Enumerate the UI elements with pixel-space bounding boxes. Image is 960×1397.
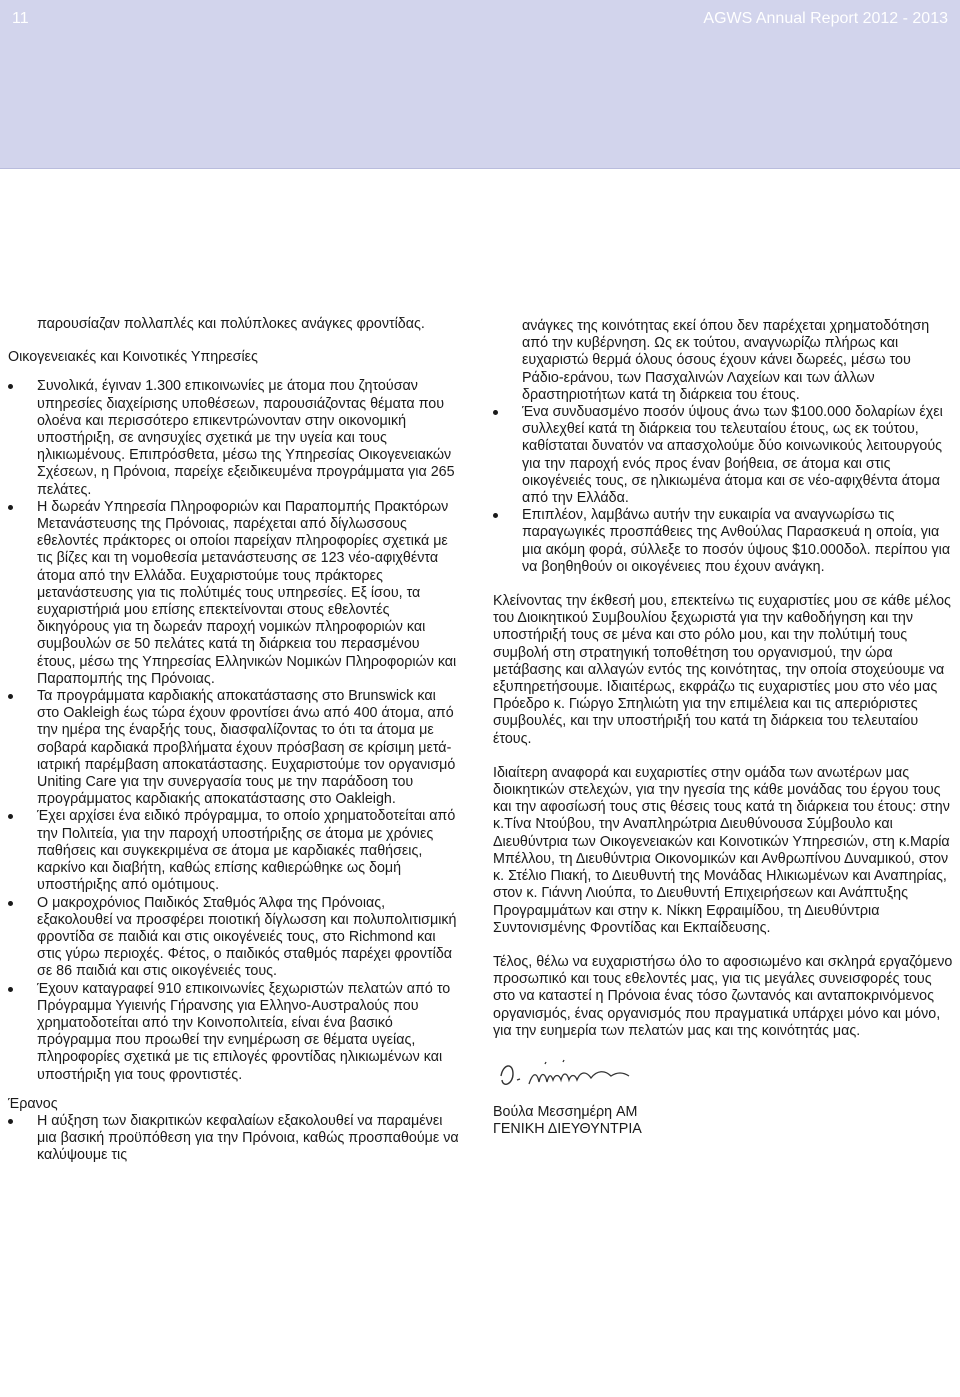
list-item: Ένα συνδυασμένο ποσόν ύψους άνω των $100.000 δολαρίων έχει συλλεχθεί κατά τη διάρκεια του τελευταίου έτους, ως εκ τούτου, καθίσταται δυνατόν να απασχολούμε δύο κοινωνικούς λειτουργούς για την παροχή ενός προς έναν βοήθεια, σε άτομα και στις οικογένειές τους, σε ηλικιωμένα άτομα και σε νέο-αφιχθέντα άτομα από την Ελλάδα. bbox=[493, 404, 954, 507]
services-bullet-list bbox=[8, 378, 460, 1083]
list-item: Τα προγράμματα καρδιακής αποκατάστασης στο Brunswick και στο Oakleigh έως τώρα έχουν φροντίσει άνω από 400 άτομα, από την ημέρα της έναρξής τους, διασφαλίζοντας το ότι τα άτομα με σοβαρά καρδιακά προβλήματα έχουν πρόσβαση σε κρίσιμη μετά-ιατρική παρέμβαση αποκατάστασης. Ευχαριστούμε τον οργανισμό Uniting Care για την συνεργασία τους με την παράδοση του προγράμματος καρδιακής αποκατάστασης στο Oakleigh. bbox=[8, 688, 460, 808]
header-band bbox=[0, 0, 960, 169]
signature bbox=[493, 1050, 954, 1104]
list-item: Επιπλέον, λαμβάνω αυτήν την ευκαιρία να αναγνωρίσω τις παραγωγικές προσπάθειες της Ανθούλας Παρασκευά η οποία, για μια ακόμη φορά, σύλλεξε το ποσόν ύψους $10.000δολ. περίπου για να βοηθηθούν οι οικογένειες που έχουν ανάγκη. bbox=[493, 507, 954, 576]
intro-text: παρουσίαζαν πολλαπλές και πολύπλοκες ανάγκες φροντίδας. bbox=[37, 316, 425, 332]
signatory-title: ΓΕΝΙΚΗ ΔΙΕΥΘΥΝΤΡΙΑ bbox=[493, 1120, 642, 1137]
list-item: Η δωρεάν Υπηρεσία Πληροφοριών και Παραπομπής Πρακτόρων Μετανάστευσης της Πρόνοιας, παρέχεται από δίγλωσσους εθελοντές πράκτορες οι οποίοι παρείχαν πληροφορίες σχετικά με τις βίζες και τη νομοθεσία μετανάστευσης σε 123 νέο-αφιχθέντα άτομα από την Ελλάδα. Ευχαριστούμε τους πράκτορες μετανάστευσης για τις πολύτιμές τους υπηρεσίες. Εξ ίσου, τα ευχαριστήριά μου επίσης επεκτείνονται στους εθελοντές δικηγόρους για τη δωρεάν παροχή νομικών πληροφοριών και συμβουλών σε 50 πελάτες κατά τη διάρκεια του περασμένου έτους, μέσω της Υπηρεσίας Ελληνικών Νομικών Πληροφοριών και Παραπομπής της Πρόνοιας. bbox=[8, 499, 460, 688]
continuation-text: ανάγκες της κοινότητας εκεί όπου δεν παρέχεται χρηματοδότηση από την κυβέρνηση. Ως εκ τούτου, αναγνωρίζω πλήρως και ευχαριστώ θερμά όλους όσους έχουν κάνει δωρεές, μέσω του Ράδιο-εράνου, των Πασχαλινών Λαχείων και των άλλων δραστηριοτήτων κατά τη διάρκεια του έτους. bbox=[522, 318, 930, 403]
list-item: Η αύξηση των διακριτικών κεφαλαίων εξακολουθεί να παραμένει μια βασική προϋπόθεση για την Πρόνοια, καθώς προσπαθούμε να καλύψουμε τις bbox=[8, 1113, 460, 1165]
eranos-heading: Έρανος bbox=[8, 1095, 58, 1112]
thanks-paragraph: Ιδιαίτερη αναφορά και ευχαριστίες στην ομάδα των ανωτέρων μας διοικητικών στελεχών, για την ηγεσία της κάθε μονάδας του έργου τους και την αφοσίωσή τους στις θέσεις τους κατά τη διάρκεια του έτους: στην κ.Τίνα Ντούβου, την Αναπληρώτρια Διευθύνουσα Σύμβουλο και Διευθύντρια των Οικογενειακών και Κοινοτικών Υπηρεσιών, στη κ.Μαρία Μπέλλου, τη Διευθύντρια Οικονομικών και Ανθρωπίνου Δυναμικού, στον κ. Στέλιο Πιακή, το Διευθυντή της Μονάδας Ηλικιωμένων και Αναπηρίας, στον κ. Γιάννη Λιούπα, το Διευθυντή Επιχειρήσεων και Ανάπτυξης Προγραμμάτων και στην κ. Νίκκη Εφραιμίδου, τη Διευθύντρια Συντονισμένης Φροντίδας και Εκπαίδευσης. bbox=[493, 764, 950, 936]
report-title: AGWS Annual Report 2012 - 2013 bbox=[703, 10, 948, 27]
eranos-bullet-list bbox=[8, 1113, 460, 1165]
donations-bullet-list bbox=[493, 404, 954, 576]
closing-paragraph: Κλείνοντας την έκθεσή μου, επεκτείνω τις ευχαριστίες μου σε κάθε μέλος του Διοικητικού Συμβουλίου ξεχωριστά για την καθοδήγηση και την υποστήριξή τους σε μένα και στο ρόλο μου, και την πολύτιμή τους συμβολή στη στρατηγική τοποθέτηση του οργανισμού, την ώρα μετάβασης και αλλαγών εντός της κοινότητας, την οποία στοχεύουμε να εξυπηρετήσουμε. Ιδιαιτέρως, εκφράζω τις ευχαριστίες μου στο νέο μας Πρόεδρο κ. Γιώργο Σπηλιώτη για την επιμέλεια και τις απεριόριστες συμβουλές, και την υποστήριξή του κατά τη διάρκεια του τελευταίου έτους. bbox=[493, 593, 951, 747]
list-item: Έχει αρχίσει ένα ειδικό πρόγραμμα, το οποίο χρηματοδοτείται από την Πολιτεία, για την παροχή υποστήριξης σε άτομα με χρόνιες παθήσεις και συγκεκριμένα σε άτομα με καρδιακές παθήσεις, καρκίνο και διαβήτη, καθώς επίσης καθιερώθηκε ως δομή υποστήριξης από ομότιμους. bbox=[8, 808, 460, 894]
signatory-name: Βούλα Μεσσημέρη AM bbox=[493, 1103, 638, 1120]
final-paragraph: Τέλος, θέλω να ευχαριστήσω όλο το αφοσιωμένο και σκληρά εργαζόμενο προσωπικό και τους εθελοντές μας, για τις μεγάλες συνεισφορές τους στο να καταστεί η Πρόνοια ένας τόσο ζωντανός και ανταποκρινόμενος οργανισμός, ένας οργανισμός που πραγματικά υπάρχει μόνο και μόνο, για την ευημερία των πελατών μας και της κοινότητάς μας. bbox=[493, 953, 953, 1039]
right-column bbox=[493, 318, 954, 1138]
page-number: 11 bbox=[12, 10, 29, 27]
list-item: Συνολικά, έγιναν 1.300 επικοινωνίες με άτομα που ζητούσαν υπηρεσίες διαχείρισης υποθέσεων, παρουσιάζοντας θέματα που ολοένα και περισσότερο επικεντρώνονταν στην οικονομική υποστήριξη, σε ανησυχίες σχετικά με την υγεία και τους ηλικιωμένους. Επιπρόσθετα, μέσω της Υπηρεσίας Οικογενειακών Σχέσεων, η Πρόνοια, παρείχε εξειδικευμένα προγράμματα για 265 πελάτες. bbox=[8, 378, 460, 498]
left-column bbox=[8, 316, 460, 1165]
list-item: Έχουν καταγραφεί 910 επικοινωνίες ξεχωριστών πελατών από το Πρόγραμμα Υγιεινής Γήρανσης για Ελληνο-Αυστραλούς που χρηματοδοτείται από την Κοινοπολιτεία, είναι ένα βασικό πρόγραμμα που προωθεί την ενημέρωση σε θέματα υγείας, πληροφορίες σχετικά με τις επιλογές φροντίδας ηλικιωμένων και υποστήριξη για τους φροντιστές. bbox=[8, 981, 460, 1084]
section-heading: Οικογενειακές και Κοινοτικές Υπηρεσίες bbox=[8, 349, 258, 366]
list-item: Ο μακροχρόνιος Παιδικός Σταθμός Άλφα της Πρόνοιας, εξακολουθεί να προσφέρει ποιοτική δίγλωσση και πολυπολιτισμική φροντίδα σε παιδιά και στις οικογένειές τους, στο Richmond και στις γύρω περιοχές. Φέτος, ο παιδικός σταθμός παρέχει φροντίδα σε 86 παιδιά και στις οικογένειές τους. bbox=[8, 895, 460, 981]
